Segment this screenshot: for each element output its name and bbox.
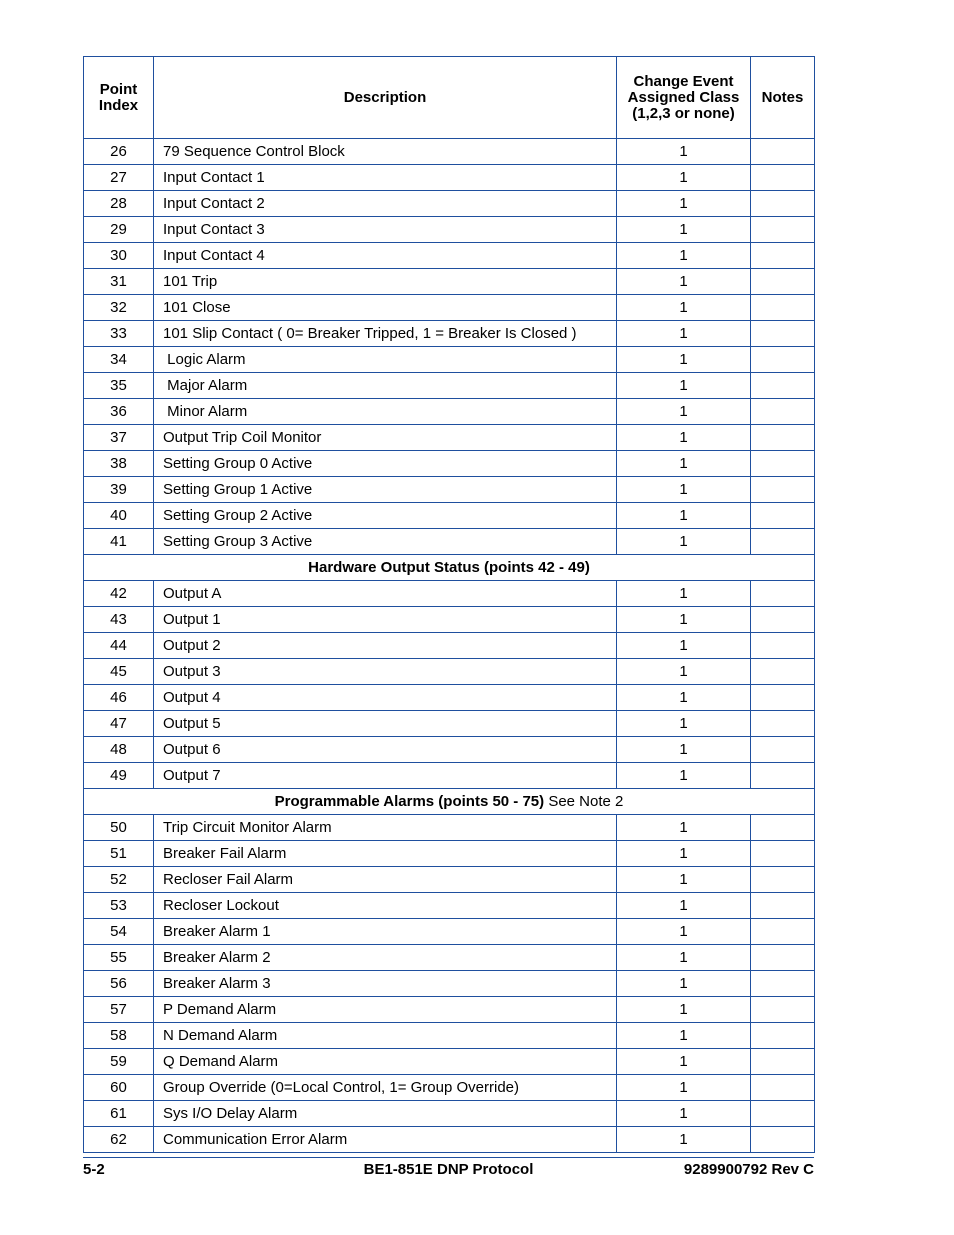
point-index-cell: 28 [84,191,154,217]
point-index-cell: 57 [84,997,154,1023]
description-cell: Output 4 [154,685,617,711]
point-index-cell: 55 [84,945,154,971]
change-event-class-cell: 1 [617,919,751,945]
notes-cell [751,763,815,789]
change-event-class-cell: 1 [617,139,751,165]
point-index-cell: 50 [84,815,154,841]
point-index-cell: 61 [84,1101,154,1127]
change-event-class-cell: 1 [617,893,751,919]
table-row [84,815,815,841]
change-event-class-cell: 1 [617,399,751,425]
table-row [84,607,815,633]
point-index-cell: 35 [84,373,154,399]
header-description: Description [154,57,617,139]
description-cell: Breaker Fail Alarm [154,841,617,867]
table-row [84,269,815,295]
point-index-cell: 48 [84,737,154,763]
change-event-class-cell: 1 [617,191,751,217]
notes-cell [751,165,815,191]
point-index-cell: 29 [84,217,154,243]
notes-cell [751,919,815,945]
description-cell: Breaker Alarm 1 [154,919,617,945]
description-cell: Breaker Alarm 3 [154,971,617,997]
change-event-class-cell: 1 [617,607,751,633]
description-cell: Output 6 [154,737,617,763]
notes-cell [751,867,815,893]
description-cell: Sys I/O Delay Alarm [154,1101,617,1127]
change-event-class-cell: 1 [617,1023,751,1049]
description-cell: Trip Circuit Monitor Alarm [154,815,617,841]
table-row [84,841,815,867]
notes-cell [751,841,815,867]
point-index-cell: 41 [84,529,154,555]
point-index-cell: 59 [84,1049,154,1075]
notes-cell [751,191,815,217]
point-index-cell: 36 [84,399,154,425]
change-event-class-cell: 1 [617,685,751,711]
change-event-class-cell: 1 [617,763,751,789]
notes-cell [751,503,815,529]
description-cell: Q Demand Alarm [154,1049,617,1075]
header-notes: Notes [751,57,815,139]
footer-page-number: 5-2 [83,1161,105,1178]
table-row [84,971,815,997]
description-cell: Output 7 [154,763,617,789]
table-row [84,737,815,763]
change-event-class-cell: 1 [617,1075,751,1101]
description-cell: Output A [154,581,617,607]
notes-cell [751,451,815,477]
table-row [84,191,815,217]
description-cell: Output 3 [154,659,617,685]
change-event-class-cell: 1 [617,1127,751,1153]
point-index-cell: 34 [84,347,154,373]
change-event-class-cell: 1 [617,997,751,1023]
section-header-cell [84,789,815,815]
header-change-event-class-label: Change Event Assigned Class (1,2,3 or none) [627,72,740,122]
description-cell: Breaker Alarm 2 [154,945,617,971]
description-cell: Output Trip Coil Monitor [154,425,617,451]
point-index-cell: 45 [84,659,154,685]
table-row [84,529,815,555]
table-row [84,685,815,711]
description-cell: Setting Group 2 Active [154,503,617,529]
notes-cell [751,217,815,243]
notes-cell [751,659,815,685]
table-row [84,295,815,321]
point-list-table [83,56,815,1153]
change-event-class-cell: 1 [617,321,751,347]
change-event-class-cell: 1 [617,815,751,841]
notes-cell [751,295,815,321]
change-event-class-cell: 1 [617,503,751,529]
description-cell: Output 1 [154,607,617,633]
change-event-class-cell: 1 [617,425,751,451]
change-event-class-cell: 1 [617,659,751,685]
table-row [84,451,815,477]
description-cell: Output 5 [154,711,617,737]
change-event-class-cell: 1 [617,1049,751,1075]
notes-cell [751,1101,815,1127]
description-cell: Recloser Lockout [154,893,617,919]
table-header-row [84,57,815,139]
change-event-class-cell: 1 [617,581,751,607]
point-index-cell: 27 [84,165,154,191]
footer-doc-number: 9289900792 Rev C [683,1161,814,1178]
table-row [84,581,815,607]
notes-cell [751,1127,815,1153]
change-event-class-cell: 1 [617,711,751,737]
point-index-cell: 51 [84,841,154,867]
change-event-class-cell: 1 [617,451,751,477]
change-event-class-cell: 1 [617,867,751,893]
point-index-cell: 38 [84,451,154,477]
change-event-class-cell: 1 [617,295,751,321]
description-cell: Group Override (0=Local Control, 1= Group Override) [154,1075,617,1101]
section-title: Hardware Output Status (points 42 - 49) [308,558,590,576]
table-row [84,1075,815,1101]
table-row [84,1049,815,1075]
change-event-class-cell: 1 [617,529,751,555]
table-row [84,425,815,451]
table-row [84,503,815,529]
notes-cell [751,269,815,295]
table-row [84,373,815,399]
table-row [84,477,815,503]
notes-cell [751,477,815,503]
point-index-cell: 56 [84,971,154,997]
notes-cell [751,997,815,1023]
section-title: Programmable Alarms (points 50 - 75) [274,792,545,810]
point-index-cell: 26 [84,139,154,165]
point-index-cell: 33 [84,321,154,347]
description-cell: 101 Trip [154,269,617,295]
table-row [84,919,815,945]
notes-cell [751,373,815,399]
point-index-cell: 43 [84,607,154,633]
change-event-class-cell: 1 [617,217,751,243]
change-event-class-cell: 1 [617,269,751,295]
description-cell: 79 Sequence Control Block [154,139,617,165]
notes-cell [751,347,815,373]
point-index-cell: 40 [84,503,154,529]
table-row [84,763,815,789]
point-index-cell: 44 [84,633,154,659]
description-cell: Setting Group 0 Active [154,451,617,477]
notes-cell [751,893,815,919]
table-row [84,139,815,165]
description-cell: 101 Slip Contact ( 0= Breaker Tripped, 1 = Breaker Is Closed ) [154,321,617,347]
change-event-class-cell: 1 [617,243,751,269]
table-row [84,945,815,971]
point-index-cell: 62 [84,1127,154,1153]
change-event-class-cell: 1 [617,347,751,373]
notes-cell [751,815,815,841]
description-cell: 101 Close [154,295,617,321]
notes-cell [751,633,815,659]
table-body [84,139,815,1153]
notes-cell [751,399,815,425]
table-row [84,165,815,191]
notes-cell [751,711,815,737]
notes-cell [751,529,815,555]
notes-cell [751,243,815,269]
change-event-class-cell: 1 [617,841,751,867]
footer-doc-title: BE1-851E DNP Protocol [363,1161,534,1178]
section-header-cell [84,555,815,581]
description-cell: Communication Error Alarm [154,1127,617,1153]
section-header-row [84,555,815,581]
change-event-class-cell: 1 [617,373,751,399]
header-point-index [84,57,154,139]
point-index-cell: 47 [84,711,154,737]
change-event-class-cell: 1 [617,477,751,503]
point-index-cell: 30 [84,243,154,269]
change-event-class-cell: 1 [617,633,751,659]
description-cell: P Demand Alarm [154,997,617,1023]
table-row [84,1127,815,1153]
point-index-cell: 39 [84,477,154,503]
point-index-cell: 37 [84,425,154,451]
description-cell: Minor Alarm [154,399,617,425]
table-row [84,399,815,425]
point-index-cell: 31 [84,269,154,295]
description-cell: Output 2 [154,633,617,659]
table-row [84,217,815,243]
change-event-class-cell: 1 [617,945,751,971]
notes-cell [751,945,815,971]
table-row [84,633,815,659]
table-row [84,659,815,685]
notes-cell [751,1049,815,1075]
table-row [84,347,815,373]
change-event-class-cell: 1 [617,971,751,997]
description-cell: Recloser Fail Alarm [154,867,617,893]
point-index-cell: 49 [84,763,154,789]
description-cell: Input Contact 4 [154,243,617,269]
point-index-cell: 46 [84,685,154,711]
notes-cell [751,1023,815,1049]
notes-cell [751,737,815,763]
table-row [84,711,815,737]
notes-cell [751,425,815,451]
notes-cell [751,685,815,711]
change-event-class-cell: 1 [617,737,751,763]
point-index-cell: 60 [84,1075,154,1101]
change-event-class-cell: 1 [617,1101,751,1127]
notes-cell [751,1075,815,1101]
description-cell: N Demand Alarm [154,1023,617,1049]
description-cell: Input Contact 3 [154,217,617,243]
point-index-cell: 42 [84,581,154,607]
description-cell: Major Alarm [154,373,617,399]
description-cell: Setting Group 1 Active [154,477,617,503]
description-cell: Setting Group 3 Active [154,529,617,555]
notes-cell [751,971,815,997]
section-header-row [84,789,815,815]
header-change-event-class [617,57,751,139]
description-cell: Input Contact 2 [154,191,617,217]
description-cell: Input Contact 1 [154,165,617,191]
point-index-cell: 54 [84,919,154,945]
notes-cell [751,321,815,347]
header-point-index-label: Point Index [98,80,139,114]
page-footer [83,1157,814,1180]
table-row [84,867,815,893]
point-index-cell: 53 [84,893,154,919]
table-row [84,893,815,919]
notes-cell [751,581,815,607]
table-row [84,1101,815,1127]
table-row [84,1023,815,1049]
point-index-cell: 32 [84,295,154,321]
table-row [84,321,815,347]
point-index-cell: 58 [84,1023,154,1049]
notes-cell [751,139,815,165]
section-note: See Note 2 [544,792,624,810]
table-row [84,243,815,269]
table-row [84,997,815,1023]
change-event-class-cell: 1 [617,165,751,191]
notes-cell [751,607,815,633]
description-cell: Logic Alarm [154,347,617,373]
point-index-cell: 52 [84,867,154,893]
